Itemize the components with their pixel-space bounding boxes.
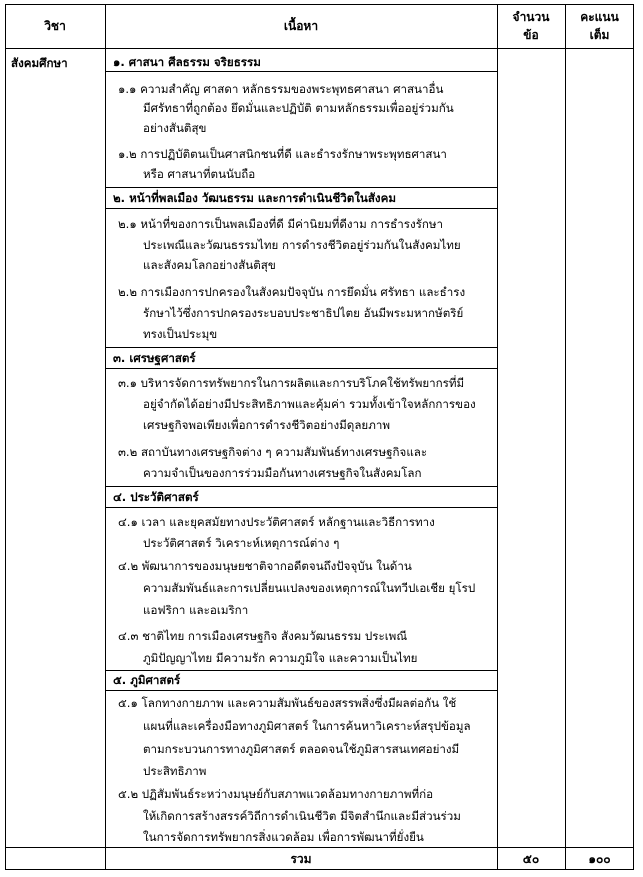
total-score: ๑๐๐ bbox=[588, 852, 611, 866]
section-divider bbox=[105, 347, 497, 348]
item-line: ตามกระบวนการทางภูมิศาสตร์ ตลอดจนใช้ภูมิสารสนเทศอย่างมี bbox=[143, 742, 460, 756]
header-count-line2: ข้อ bbox=[523, 28, 539, 42]
item-line: ประสิทธิภาพ bbox=[143, 764, 207, 778]
item-line: ๑.๑ ความสำคัญ ศาสดา หลักธรรมของพระพุทธศาสนา ศาสนาอื่น bbox=[118, 82, 444, 96]
item-line: ประวัติศาสตร์ วิเคราะห์เหตุการณ์ต่าง ๆ bbox=[143, 536, 340, 550]
section-title: ๑. ศาสนา ศีลธรรม จริยธรรม bbox=[113, 55, 261, 69]
header-score-line1: คะแนน bbox=[580, 10, 619, 24]
section-divider bbox=[105, 486, 497, 487]
item-line: ให้เกิดการสร้างสรรค์วิถีการดำเนินชีวิต มีจิตสำนึกและมีส่วนร่วม bbox=[143, 809, 461, 823]
total-label: รวม bbox=[290, 852, 312, 866]
item-line: ความจำเป็นของการร่วมมือกันทางเศรษฐกิจในสังคมโลก bbox=[143, 466, 422, 480]
section-underline bbox=[105, 71, 497, 72]
item-line: ประเพณีและวัฒนธรรมไทย การดำรงชีวิตอยู่ร่วมกันในสังคมไทย bbox=[143, 238, 461, 252]
header-subject: วิชา bbox=[44, 19, 66, 33]
item-line: ๔.๑ เวลา และยุคสมัยทางประวัติศาสตร์ หลักฐานและวิธีการทาง bbox=[118, 515, 435, 529]
total-divider bbox=[5, 847, 634, 848]
item-line: รักษาไว้ซึ่งการปกครองระบอบประชาธิปไตย อันมีพระมหากษัตริย์ bbox=[143, 306, 464, 320]
item-line: ในการจัดการทรัพยากรสิ่งแวดล้อม เพื่อการพัฒนาที่ยั่งยืน bbox=[143, 830, 424, 844]
item-line: ภูมิปัญญาไทย มีความรัก ความภูมิใจ และความเป็นไทย bbox=[143, 651, 418, 665]
item-line: ๑.๒ การปฏิบัติตนเป็นศาสนิกชนที่ดี และธำรงรักษาพระพุทธศาสนา bbox=[118, 147, 447, 161]
section-title: ๓. เศรษฐศาสตร์ bbox=[113, 351, 196, 365]
section-underline bbox=[105, 368, 497, 369]
section-title: ๒. หน้าที่พลเมือง วัฒนธรรม และการดำเนินชีวิตในสังคม bbox=[113, 191, 396, 205]
subject-name: สังคมศึกษา bbox=[11, 56, 68, 70]
header-score-line2: เต็ม bbox=[589, 28, 610, 42]
item-line: ๒.๒ การเมืองการปกครองในสังคมปัจจุบัน การยึดมั่น ศรัทธา และธำรง bbox=[118, 285, 466, 299]
section-underline bbox=[105, 507, 497, 508]
column-divider bbox=[565, 4, 566, 870]
item-line: และสังคมโลกอย่างสันติสุข bbox=[143, 258, 276, 272]
item-line: อยู่จำกัดได้อย่างมีประสิทธิภาพและคุ้มค่า รวมทั้งเข้าใจหลักการของ bbox=[143, 397, 476, 411]
item-line: ๔.๓ ชาติไทย การเมืองเศรษฐกิจ สังคมวัฒนธรรม ประเพณี bbox=[118, 629, 408, 643]
item-line: ทรงเป็นประมุข bbox=[143, 327, 218, 341]
item-line: ๕.๑ โลกทางกายภาพ และความสัมพันธ์ของสรรพสิ่งซึ่งมีผลต่อกัน ใช้ bbox=[118, 696, 457, 710]
header-content: เนื้อหา bbox=[283, 19, 319, 33]
column-divider bbox=[497, 4, 498, 870]
item-line: ความสัมพันธ์และการเปลี่ยนแปลงของเหตุการณ์ในทวีปเอเชีย ยุโรป bbox=[143, 581, 476, 595]
total-count: ๕๐ bbox=[522, 852, 540, 866]
section-underline bbox=[105, 208, 497, 209]
item-line: ๕.๒ ปฏิสัมพันธ์ระหว่างมนุษย์กับสภาพแวดล้อมทางกายภาพที่ก่อ bbox=[118, 787, 434, 801]
item-line: ๔.๒ พัฒนาการของมนุษยชาติจากอดีตจนถึงปัจจุบัน ในด้าน bbox=[118, 559, 412, 573]
column-divider bbox=[105, 4, 106, 870]
header-divider bbox=[5, 48, 634, 49]
section-title: ๔. ประวัติศาสตร์ bbox=[113, 490, 199, 504]
item-line: ๒.๑ หน้าที่ของการเป็นพลเมืองที่ดี มีค่านิยมที่ดีงาม การธำรงรักษา bbox=[118, 217, 444, 231]
header-count-line1: จำนวน bbox=[512, 10, 550, 24]
section-underline bbox=[105, 690, 497, 691]
item-line: มีศรัทธาที่ถูกต้อง ยึดมั่นและปฏิบัติ ตามหลักธรรมเพื่ออยู่ร่วมกัน bbox=[143, 101, 454, 115]
item-line: แอฟริกา และอเมริกา bbox=[143, 603, 249, 617]
item-line: อย่างสันติสุข bbox=[143, 121, 207, 135]
item-line: แผนที่และเครื่องมือทางภูมิศาสตร์ ในการค้นหาวิเคราะห์สรุปข้อมูล bbox=[143, 719, 471, 733]
item-line: ๓.๒ สถาบันทางเศรษฐกิจต่าง ๆ ความสัมพันธ์ทางเศรษฐกิจและ bbox=[118, 445, 428, 459]
item-line: หรือ ศาสนาที่ตนนับถือ bbox=[143, 167, 256, 181]
section-title: ๕. ภูมิศาสตร์ bbox=[113, 673, 181, 687]
item-line: ๓.๑ บริหารจัดการทรัพยากรในการผลิตและการบริโภคใช้ทรัพยากรที่มี bbox=[118, 376, 465, 390]
item-line: เศรษฐกิจพอเพียงเพื่อการดำรงชีวิตอย่างมีดุลยภาพ bbox=[143, 418, 391, 432]
section-divider bbox=[105, 187, 497, 188]
